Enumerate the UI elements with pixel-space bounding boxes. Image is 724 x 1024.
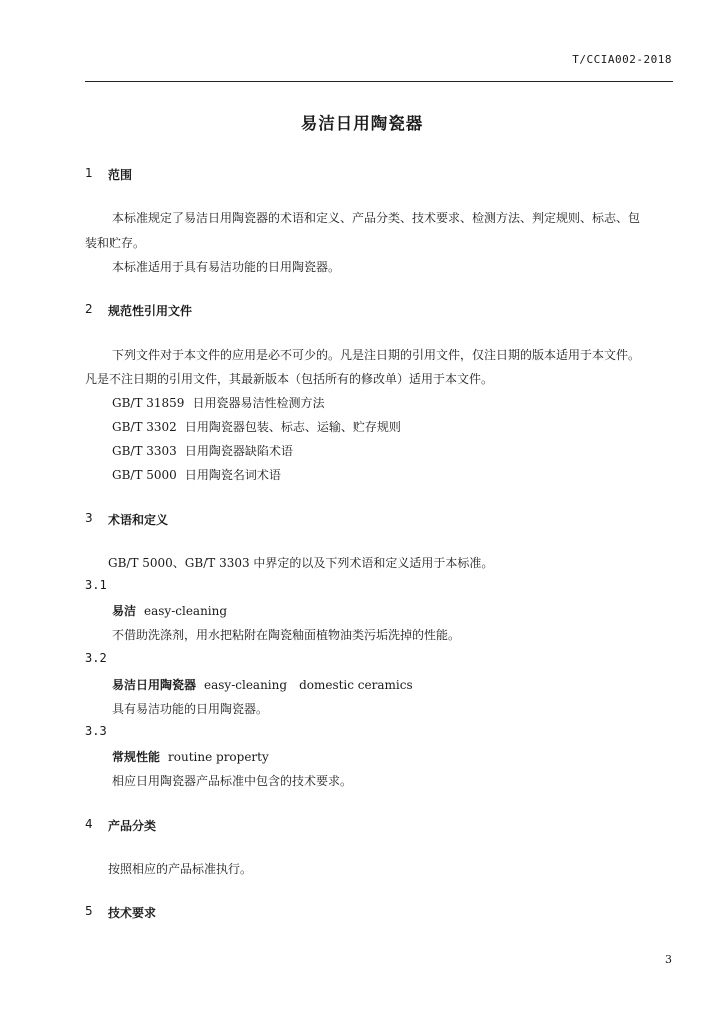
term-3-2-definition: 具有易洁功能的日用陶瓷器。 (112, 702, 269, 716)
reference-code: GB/T 5000 (112, 468, 177, 482)
section-4-title: 产品分类 (108, 819, 157, 833)
section-2-number: 2 (85, 302, 93, 316)
term-zh: 易洁日用陶瓷器 (112, 678, 197, 692)
document-title: 易洁日用陶瓷器 (300, 114, 424, 133)
section-1-number: 1 (85, 166, 93, 180)
reference-item (112, 418, 401, 435)
section-4-number: 4 (85, 817, 93, 831)
reference-description: 日用陶瓷名词术语 (184, 468, 281, 482)
term-en: easy-cleaning (204, 678, 288, 692)
reference-description: 日用陶瓷器包装、标志、运输、贮存规则 (184, 420, 401, 434)
reference-code: GB/T 31859 (112, 396, 185, 410)
reference-code: GB/T 3303 (112, 444, 177, 458)
section-4-paragraph: 按照相应的产品标准执行。 (108, 862, 253, 876)
reference-item (112, 442, 293, 459)
section-2-title: 规范性引用文件 (108, 304, 193, 318)
section-2-paragraph-line-2: 凡是不注日期的引用文件，其最新版本（包括所有的修改单）适用于本文件。 (85, 372, 494, 386)
term-zh: 常规性能 (112, 750, 161, 764)
term-en: easy-cleaning (144, 604, 228, 618)
header-rule (85, 81, 673, 82)
reference-item (112, 394, 324, 411)
term-3-1-number: 3.1 (85, 578, 107, 592)
page-number: 3 (665, 953, 672, 966)
section-1-title: 范围 (108, 168, 133, 182)
section-1-paragraph-2: 本标准适用于具有易洁功能的日用陶瓷器。 (112, 260, 341, 274)
term-3-3-heading (112, 748, 269, 765)
section-3-intro: GB/T 5000、GB/T 3303 中界定的以及下列术语和定义适用于本标准。 (108, 556, 494, 570)
section-2-paragraph-line-1: 下列文件对于本文件的应用是必不可少的。凡是注日期的引用文件，仅注日期的版本适用于本文件。 (112, 348, 641, 362)
term-zh: 易洁 (112, 604, 137, 618)
section-5-number: 5 (85, 904, 93, 918)
document-code: T/CCIA002-2018 (572, 53, 672, 66)
term-3-1-heading (112, 602, 227, 619)
term-3-3-number: 3.3 (85, 724, 107, 738)
section-5-title: 技术要求 (108, 906, 157, 920)
term-3-1-definition: 不借助洗涤剂，用水把粘附在陶瓷釉面植物油类污垢洗掉的性能。 (112, 628, 461, 642)
reference-description: 日用瓷器易洁性检测方法 (192, 396, 325, 410)
section-1-paragraph-1-line-1: 本标准规定了易洁日用陶瓷器的术语和定义、产品分类、技术要求、检测方法、判定规则、标志、包 (112, 211, 641, 225)
section-1-paragraph-1-line-2: 装和贮存。 (85, 236, 146, 250)
term-en-2: domestic ceramics (299, 678, 413, 692)
reference-code: GB/T 3302 (112, 420, 177, 434)
reference-description: 日用陶瓷器缺陷术语 (184, 444, 293, 458)
term-3-2-heading (112, 676, 413, 693)
section-3-title: 术语和定义 (108, 513, 169, 527)
term-en: routine property (168, 750, 269, 764)
section-3-number: 3 (85, 511, 93, 525)
term-3-3-definition: 相应日用陶瓷器产品标准中包含的技术要求。 (112, 774, 353, 788)
reference-item (112, 466, 281, 483)
term-3-2-number: 3.2 (85, 651, 107, 665)
